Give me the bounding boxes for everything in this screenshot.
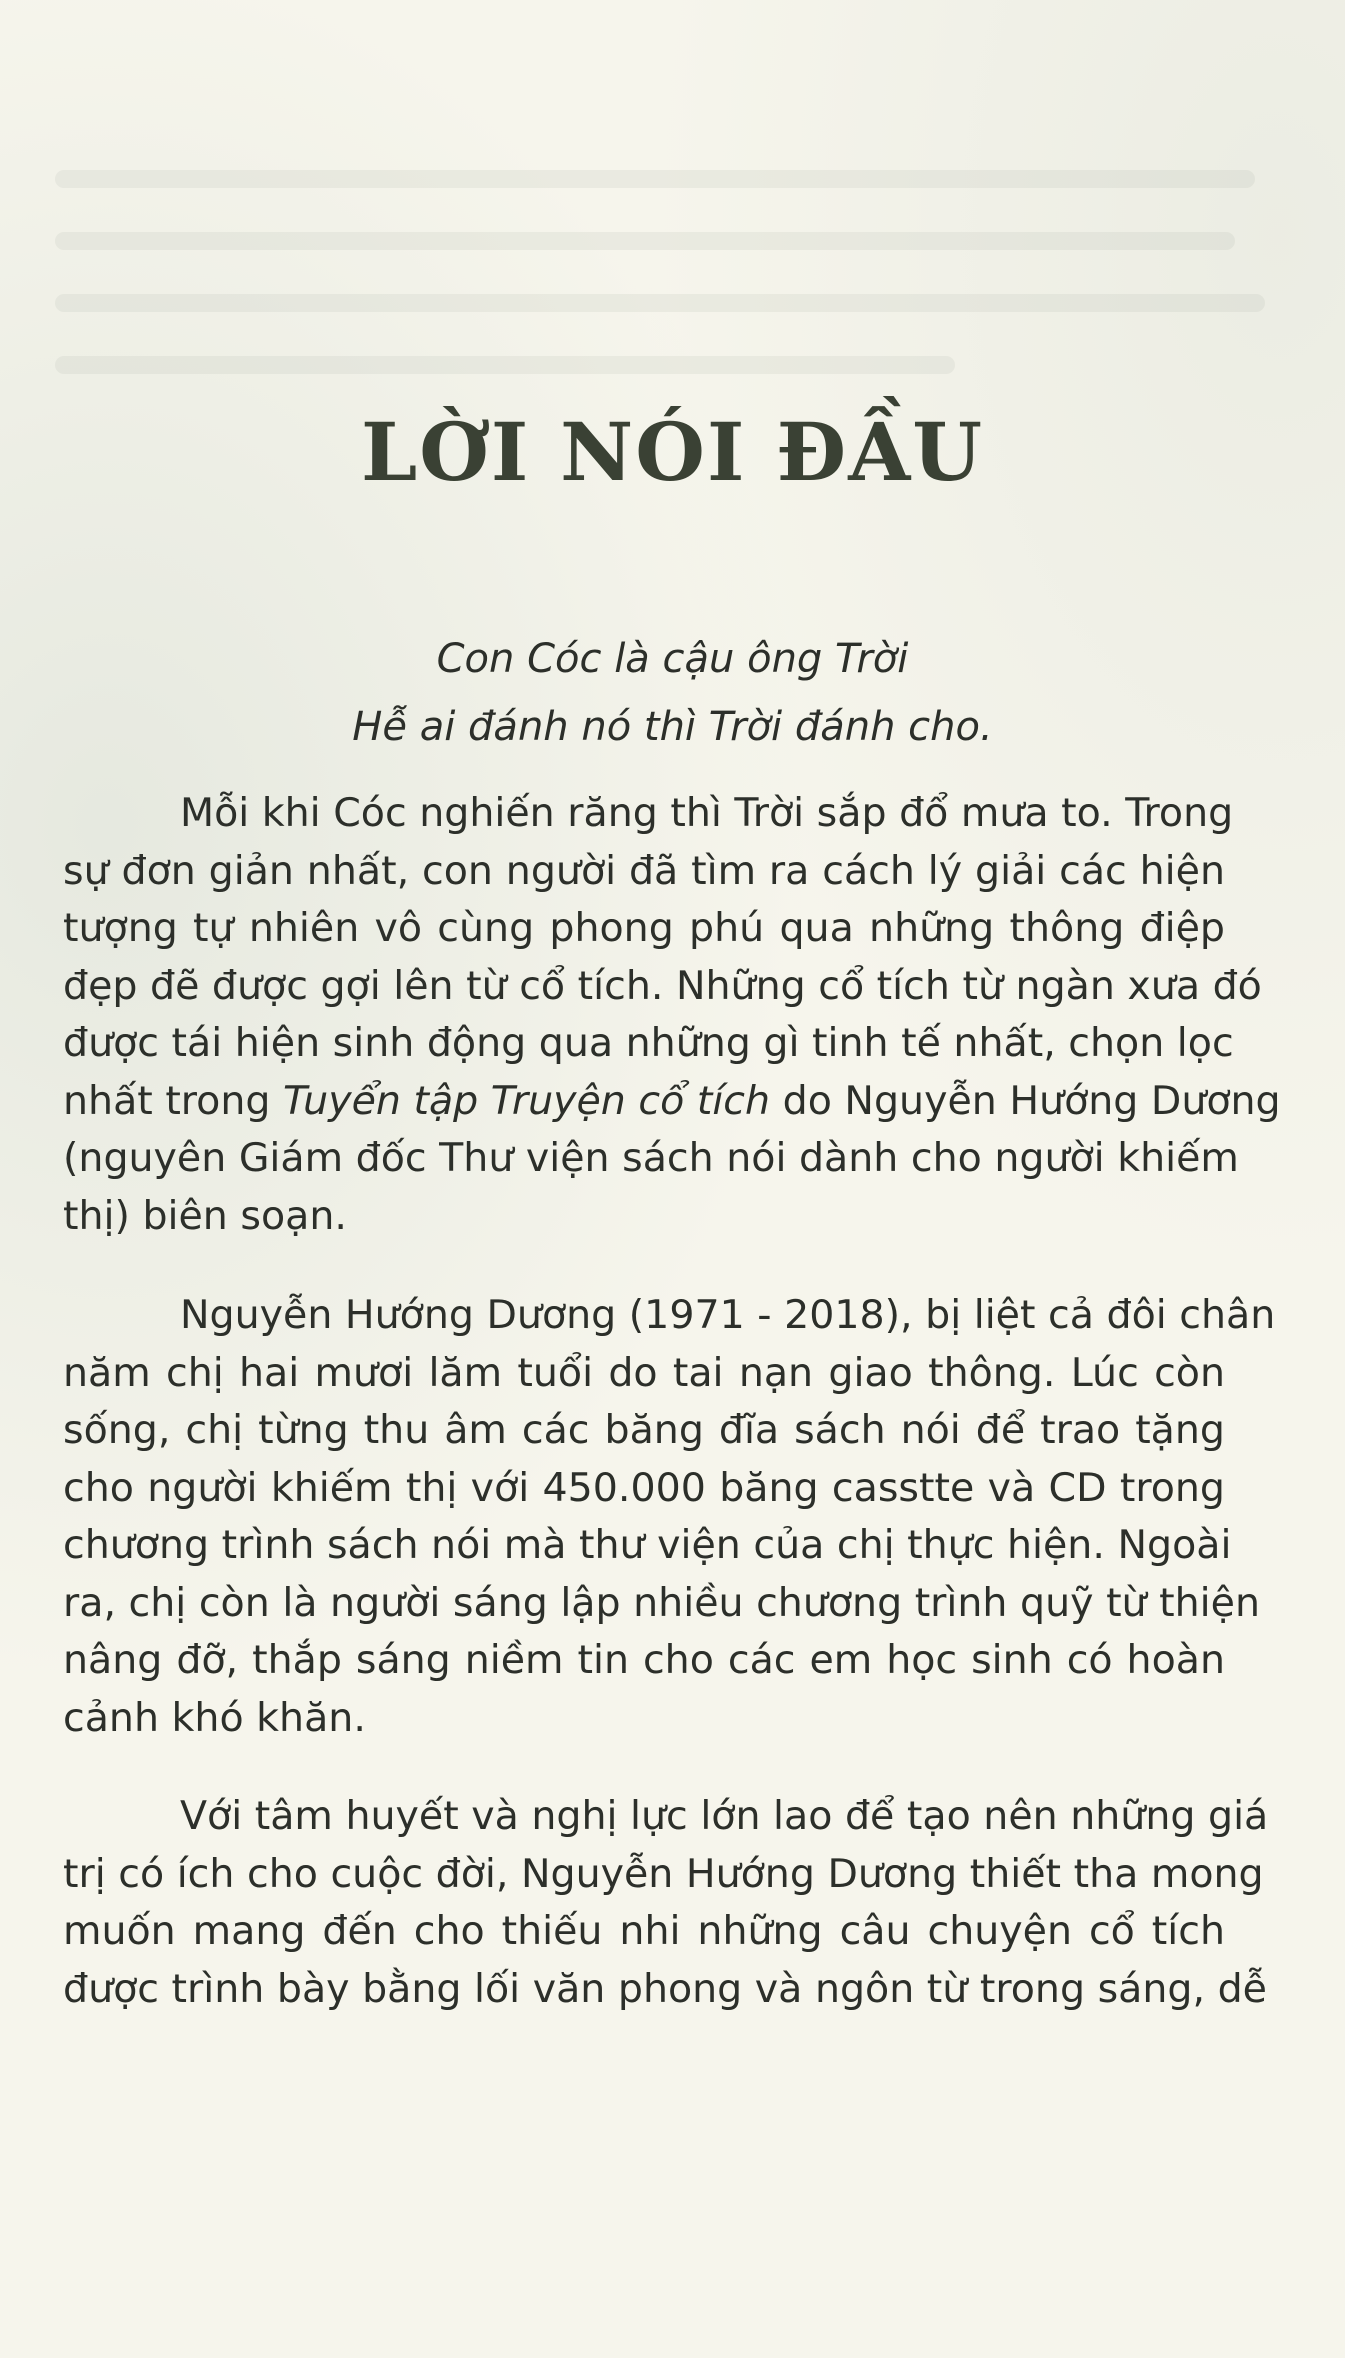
text-line: sự đơn giản nhất, con người đã tìm ra cách lý giải các hiện bbox=[63, 847, 1225, 894]
epigraph bbox=[0, 625, 1345, 761]
bleed-through-texture bbox=[55, 160, 1295, 407]
text-line: tượng tự nhiên vô cùng phong phú qua những thông điệp bbox=[63, 905, 1225, 951]
text-line: đẹp đẽ được gợi lên từ cổ tích. Những cổ tích từ ngàn xưa đó bbox=[63, 962, 1262, 1009]
text-line: Mỗi khi Cóc nghiến răng thì Trời sắp đổ mưa to. Trong bbox=[180, 790, 1234, 836]
text-line: Nguyễn Hướng Dương (1971 - 2018), bị liệt cả đôi chân bbox=[180, 1292, 1276, 1338]
book-title-italic: Tuyển tập Truyện cổ tích bbox=[283, 1077, 771, 1124]
text-line: thị) biên soạn. bbox=[63, 1192, 347, 1239]
text-segment: nhất trong bbox=[63, 1077, 284, 1124]
paragraph-3 bbox=[63, 1788, 1269, 2018]
text-line: cảnh khó khăn. bbox=[63, 1694, 366, 1741]
text-line: (nguyên Giám đốc Thư viện sách nói dành cho người khiếm bbox=[63, 1135, 1239, 1181]
text-line: trị có ích cho cuộc đời, Nguyễn Hướng Dương thiết tha mong bbox=[63, 1850, 1264, 1897]
text-line: nâng đỡ, thắp sáng niềm tin cho các em học sinh có hoàn bbox=[63, 1637, 1225, 1683]
text-line: sống, chị từng thu âm các băng đĩa sách nói để trao tặng bbox=[63, 1407, 1225, 1453]
text-segment: do Nguyễn Hướng Dương bbox=[770, 1077, 1281, 1124]
bleed-through-lines bbox=[55, 160, 1295, 390]
epigraph-line: Con Cóc là cậu ông Trời bbox=[436, 636, 909, 682]
text-line: chương trình sách nói mà thư viện của chị thực hiện. Ngoài bbox=[63, 1522, 1232, 1568]
paragraph-1 bbox=[63, 785, 1281, 1245]
text-line: muốn mang đến cho thiếu nhi những câu chuyện cổ tích bbox=[63, 1908, 1225, 1954]
text-line: ra, chị còn là người sáng lập nhiều chương trình quỹ từ thiện bbox=[63, 1579, 1260, 1626]
text-line-mixed bbox=[63, 1073, 1281, 1131]
epigraph-line: Hễ ai đánh nó thì Trời đánh cho. bbox=[352, 704, 993, 750]
text-line: cho người khiếm thị với 450.000 băng casstte và CD trong bbox=[63, 1464, 1225, 1511]
paragraph-2 bbox=[63, 1287, 1276, 1747]
text-line: được tái hiện sinh động qua những gì tinh tế nhất, chọn lọc bbox=[63, 1020, 1234, 1066]
text-line: Với tâm huyết và nghị lực lớn lao để tạo nên những giá bbox=[180, 1793, 1269, 1839]
page-title: LỜI NÓI ĐẦU bbox=[360, 405, 985, 499]
text-line: được trình bày bằng lối văn phong và ngôn từ trong sáng, dễ bbox=[63, 1965, 1267, 2012]
text-line: năm chị hai mươi lăm tuổi do tai nạn giao thông. Lúc còn bbox=[63, 1349, 1225, 1396]
